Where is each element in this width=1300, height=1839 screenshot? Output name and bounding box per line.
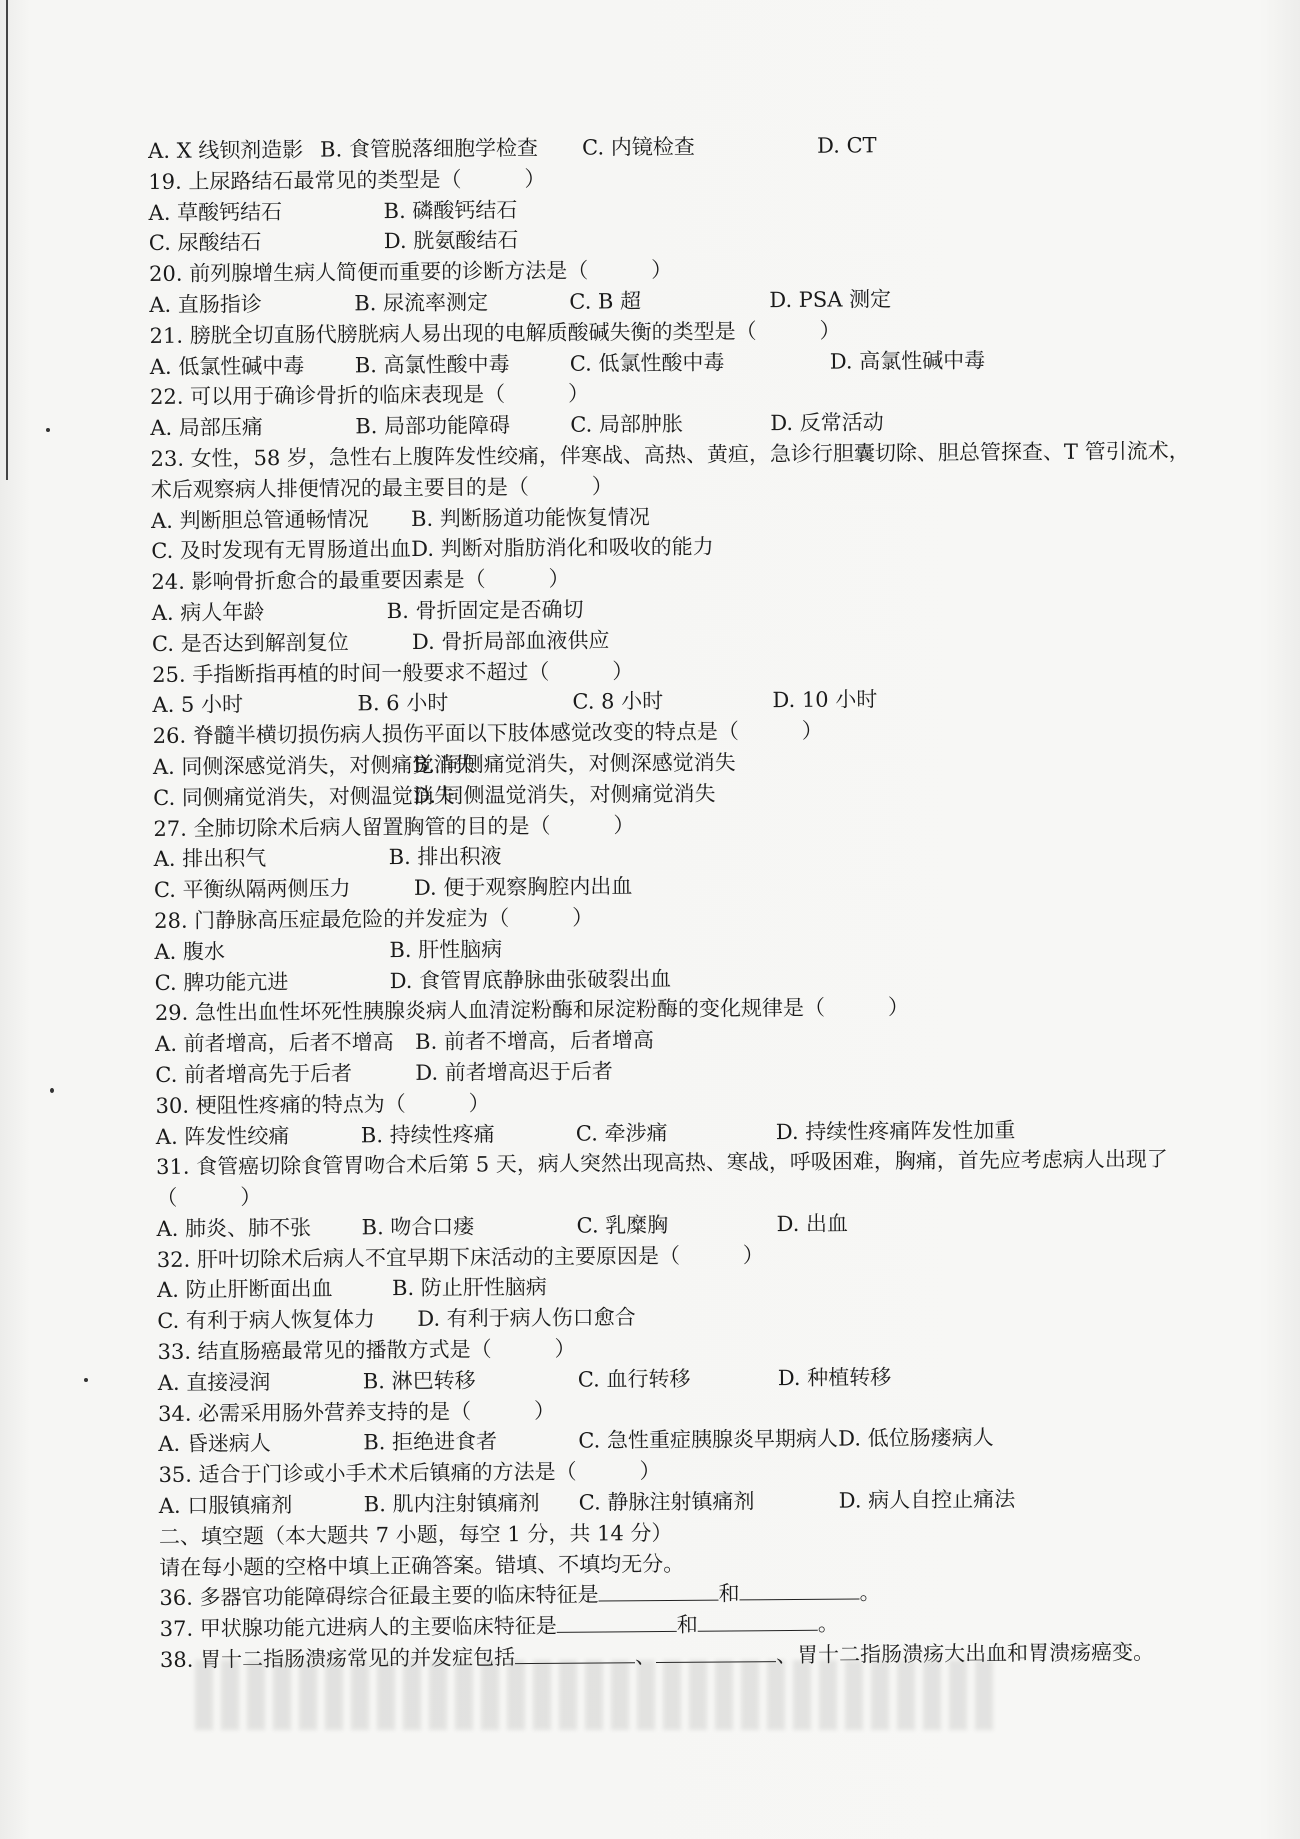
option[interactable]: B. 前者不增高，后者增高 [415,1028,655,1055]
option[interactable]: C. 乳糜胸 [576,1212,669,1238]
option[interactable]: D. 前者增高迟于后者 [415,1059,613,1085]
option[interactable]: C. 平衡纵隔两侧压力 [153,876,351,903]
option[interactable]: B. 磷酸钙结石 [383,197,518,223]
option[interactable]: D. 同侧温觉消失，对侧痛觉消失 [413,781,716,808]
question-text: 和 [718,1581,740,1607]
option[interactable]: B. 同侧痛觉消失，对侧深感觉消失 [412,750,736,777]
question-text: 36. 多器官功能障碍综合征最主要的临床特征是 [159,1582,599,1611]
option[interactable]: A. 直接浸润 [157,1369,271,1395]
question-stem: 34. 必需采用肠外营养支持的是（ ） [157,1398,556,1426]
option[interactable]: B. 局部功能障碍 [355,413,511,439]
option[interactable]: A. 前者增高，后者不增高 [155,1030,394,1057]
question-stem: 21. 膀胱全切直肠代膀胱病人易出现的电解质酸碱失衡的类型是（ ） [149,318,841,348]
option[interactable]: D. 胱氨酸结石 [383,228,519,254]
option[interactable]: C. 静脉注射镇痛剂 [578,1489,755,1515]
question-33 [157,1329,1217,1399]
option[interactable]: D. 食管胃底静脉曲张破裂出血 [389,966,672,993]
question-19 [148,158,1209,259]
question-text: 。 [859,1580,881,1605]
option[interactable]: B. 高氯性酸中毒 [354,351,510,377]
option[interactable]: C. 8 小时 [572,689,664,715]
question-stem: 25. 手指断指再植的时间一般要求不超过（ ） [152,658,634,687]
option: A. X 线钡剂造影 [148,137,304,163]
option[interactable]: C. 局部肿胀 [570,411,684,437]
faded-bleed-through [195,1660,995,1730]
section-instruction: 请在每小题的空格中填上正确答案。错填、不填均无分。 [159,1551,685,1580]
question-34 [158,1390,1218,1460]
option[interactable]: A. 防止肝断面出血 [156,1277,333,1303]
option[interactable]: B. 判断肠道功能恢复情况 [410,504,650,531]
option: D. CT [817,133,877,158]
question-22 [150,374,1210,444]
question-32 [157,1236,1218,1337]
question-text: 37. 甲状腺功能亢进病人的主要临床特征是 [159,1614,557,1642]
option[interactable]: A. 局部压痛 [150,415,263,441]
question-20 [149,251,1209,321]
option[interactable]: B. 尿流率测定 [354,290,489,316]
option[interactable]: A. 草酸钙结石 [148,199,283,225]
question-stem: 33. 结直肠癌最常见的播散方式是（ ） [157,1336,576,1365]
option[interactable]: D. PSA 测定 [769,287,892,313]
question-24 [151,559,1212,660]
option[interactable]: B. 6 小时 [357,691,449,716]
question-35 [158,1452,1218,1522]
option[interactable]: A. 口服镇痛剂 [158,1492,293,1519]
option[interactable]: B. 肌内注射镇痛剂 [363,1491,540,1517]
option[interactable]: A. 同侧深感觉消失，对侧痛觉消失 [152,752,476,779]
option[interactable]: D. 判断对脂肪消化和吸收的能力 [411,534,714,562]
option[interactable]: C. 尿酸结石 [148,230,262,256]
option[interactable]: C. 前者增高先于后者 [155,1061,353,1087]
scan-speck [50,1088,54,1093]
question-stem: 22. 可以用于确诊骨折的临床表现是（ ） [149,381,590,410]
option[interactable]: C. 牵涉痛 [575,1120,668,1146]
question-30 [155,1082,1215,1152]
option[interactable]: A. 肺炎、肺不张 [156,1215,312,1241]
option[interactable]: D. 高氯性碱中毒 [829,348,986,374]
option[interactable]: D. 病人自控止痛法 [838,1487,1016,1513]
option[interactable]: D. 出血 [776,1211,849,1236]
option: C. 内镜检查 [582,134,695,160]
option[interactable]: B. 肝性脑病 [389,936,503,962]
question-stem: 27. 全肺切除术后病人留置胸管的目的是（ ） [153,812,635,841]
option[interactable]: D. 便于观察胸腔内出血 [413,874,633,901]
answer-blank[interactable] [598,1580,718,1602]
option[interactable]: A. 5 小时 [152,692,244,718]
question-stem: 23. 女性，58 岁，急性右上腹阵发性绞痛，伴寒战、高热、黄疸，急诊行胆囊切除、胆总管探查、T 管引流术，术后观察病人排便情况的最主要目的是（ ） [150,438,1190,502]
question-stem: 26. 脊髓半横切损伤病人损伤平面以下肢体感觉改变的特点是（ ） [152,718,823,749]
option[interactable]: D. 种植转移 [777,1365,892,1390]
option[interactable]: D. 骨折局部血液供应 [411,628,610,654]
question-stem: 28. 门静脉高压症最危险的并发症为（ ） [154,905,594,933]
option[interactable]: D. 低位肠瘘病人 [838,1425,994,1452]
option[interactable]: A. 排出积气 [153,846,267,872]
option[interactable]: C. B 超 [569,289,642,314]
scan-edge-line [6,0,8,480]
question-stem: 29. 急性出血性坏死性胰腺炎病人血清淀粉酶和尿淀粉酶的变化规律是（ ） [154,995,910,1026]
option[interactable]: D. 有利于病人伤口愈合 [417,1305,636,1332]
option[interactable]: C. 同侧痛觉消失，对侧温觉消失 [153,783,455,810]
question-stem: 31. 食管癌切除食管胃吻合术后第 5 天，病人突然出现高热、寒战，呼吸困难，胸痛，首先应考虑病人出现了（ ） [156,1147,1168,1211]
option[interactable]: C. 有利于病人恢复体力 [157,1307,376,1334]
option[interactable]: D. 持续性疼痛阵发性加重 [775,1117,1016,1144]
option[interactable]: B. 防止肝性脑病 [391,1275,547,1301]
option[interactable]: A. 病人年龄 [151,600,265,625]
question-list [148,158,1219,1521]
question-23 [150,436,1211,568]
question-26 [153,713,1214,814]
section-title: 二、填空题（本大题共 7 小题，每空 1 分，共 14 分） [158,1520,673,1549]
option[interactable]: C. 急性重症胰腺炎早期病人 [578,1427,839,1454]
question-31 [156,1144,1217,1245]
option[interactable]: A. 低氯性碱中毒 [149,353,305,379]
option: B. 食管脱落细胞学检查 [320,135,538,162]
exam-content [148,128,1220,1676]
option[interactable]: A. 昏迷病人 [158,1431,271,1457]
option[interactable]: A. 判断胆总管通畅情况 [150,506,369,533]
option[interactable]: D. 10 小时 [772,687,878,713]
question-stem: 24. 影响骨折愈合的最重要因素是（ ） [151,566,570,595]
option[interactable]: C. 脾功能亢进 [154,969,289,995]
question-stem: 35. 适合于门诊或小手术术后镇痛的方法是（ ） [158,1459,661,1488]
option[interactable]: C. 低氯性酸中毒 [569,350,725,376]
option[interactable]: D. 反常活动 [770,410,884,436]
question-27 [153,805,1214,906]
option[interactable]: A. 直肠指诊 [149,292,262,317]
option[interactable]: C. 及时发现有无胃肠道出血 [151,537,412,564]
option[interactable]: C. 是否达到解剖复位 [151,630,349,656]
question-21 [149,312,1209,382]
question-stem: 20. 前列腺增生病人简便而重要的诊断方法是（ ） [148,258,673,287]
option[interactable]: B. 排出积液 [388,844,502,870]
option[interactable]: B. 拒绝进食者 [363,1429,498,1455]
question-29 [155,990,1216,1091]
question-28 [154,898,1215,999]
question-text: 和 [676,1612,698,1638]
answer-blank[interactable] [739,1579,859,1601]
option[interactable]: B. 骨折固定是否确切 [386,597,584,624]
option[interactable]: C. 血行转移 [577,1366,691,1392]
question-text: 。 [817,1611,839,1637]
answer-blank[interactable] [698,1610,818,1632]
question-text: 、胃十二指肠溃疡大出血和胃溃疡癌变。 [775,1640,1155,1668]
answer-blank[interactable] [557,1611,677,1633]
scan-speck [84,1378,88,1382]
option[interactable]: A. 腹水 [154,939,226,964]
question-25 [152,651,1212,721]
option[interactable]: B. 淋巴转移 [362,1368,476,1394]
question-stem: 30. 梗阻性疼痛的特点为（ ） [155,1091,490,1118]
question-text: 38. 胃十二指肠溃疡常见的并发症包括 [159,1645,516,1672]
option[interactable]: A. 阵发性绞痛 [155,1123,290,1149]
question-stem: 19. 上尿路结石最常见的类型是（ ） [148,166,546,194]
question-text: 、 [634,1644,657,1669]
question-stem: 32. 肝叶切除术后病人不宜早期下床活动的主要原因是（ ） [156,1242,764,1272]
option[interactable]: B. 持续性疼痛 [360,1121,495,1147]
option[interactable]: B. 吻合口瘘 [361,1214,475,1240]
scan-speck [46,428,50,432]
